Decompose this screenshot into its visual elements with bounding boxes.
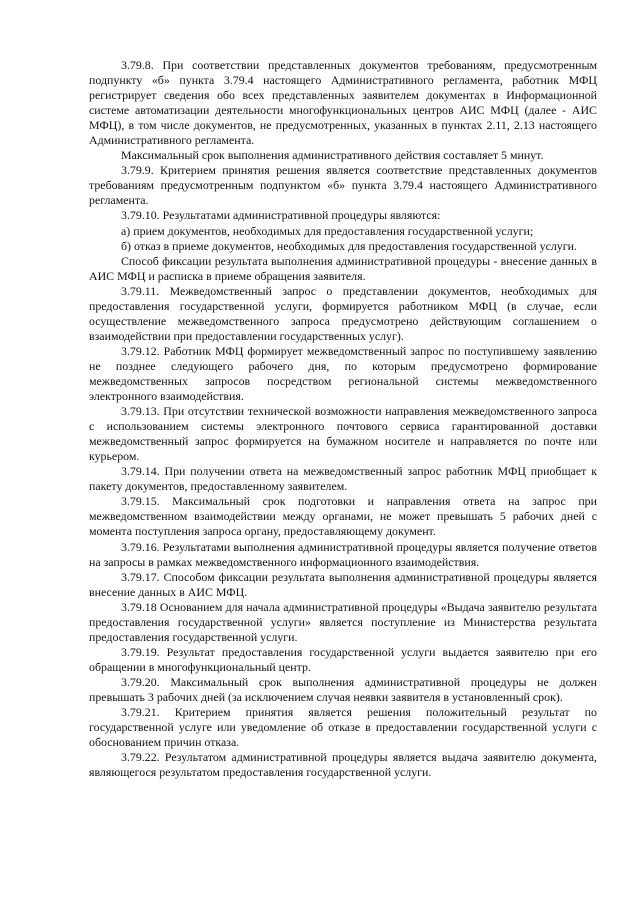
paragraph-3-79-14: 3.79.14. При получении ответа на межведомственный запрос работник МФЦ приобщает к пакету документов, предоставленному заявителем. [89, 464, 597, 494]
paragraph-3-79-11: 3.79.11. Межведомственный запрос о представлении документов, необходимых для предоставления государственной услуги, формируется работником МФЦ (в случае, если осуществление межведомственного запроса предусмотрено действующим соглашением о взаимодействии при предоставлении государственных услуг). [89, 283, 597, 343]
paragraph-3-79-19: 3.79.19. Результат предоставления государственной услуги выдается заявителю при его обращении в многофункциональный центр. [89, 644, 597, 674]
paragraph-3-79-9: 3.79.9. Критерием принятия решения является соответствие представленных документов требованиям предусмотренным подпунктом «б» пункта 3.79.4 настоящего Административного регламента. [89, 163, 597, 208]
paragraph-3-79-22: 3.79.22. Результатом административной процедуры является выдача заявителю документа, являющегося результатом предоставления государственной услуги. [89, 750, 597, 780]
list-item-a: а) прием документов, необходимых для предоставления государственной услуги; [121, 223, 534, 238]
paragraph-3-79-20: 3.79.20. Максимальный срок выполнения административной процедуры не должен превышать 3 рабочих дней (за исключением случая неявки заявителя в установленный срок). [89, 674, 597, 704]
list-item-b: б) отказ в приеме документов, необходимых для предоставления государственной услуги. [121, 238, 577, 253]
paragraph-3-79-16: 3.79.16. Результатами выполнения административной процедуры является получение ответов на запросы в рамках межведомственного информационного взаимодействия. [89, 539, 597, 569]
paragraph-3-79-15: 3.79.15. Максимальный срок подготовки и направления ответа на запрос при межведомственном взаимодействии между органами, не может превышать 5 рабочих дней с момента поступления запроса органу, предоставляющему документ. [89, 494, 597, 539]
paragraph-max-time: Максимальный срок выполнения административного действия составляет 5 минут. [121, 148, 544, 163]
paragraph-3-79-10: 3.79.10. Результатами административной процедуры являются: [121, 208, 441, 223]
document-page [89, 58, 597, 780]
paragraph-3-79-17: 3.79.17. Способом фиксации результата выполнения административной процедуры является внесение данных в АИС МФЦ. [89, 569, 597, 599]
paragraph-3-79-13: 3.79.13. При отсутствии технической возможности направления межведомственного запроса с использованием системы электронного почтового сервиса гарантированной доставки межведомственный запрос формируется на бумажном носителе и направляется по почте или курьером. [89, 404, 597, 464]
paragraph-3-79-18: 3.79.18 Основанием для начала административной процедуры «Выдача заявителю результата предоставления государственной услуги» является поступление из Министерства результата предоставления государственной услуги. [89, 599, 597, 644]
paragraph-3-79-8: 3.79.8. При соответствии представленных документов требованиям, предусмотренным подпункту «б» пункта 3.79.4 настоящего Административного регламента, работник МФЦ регистрирует сведения обо всех представленных заявителем документах в Информационной системе автоматизации деятельности многофункциональных центров АИС МФЦ (далее - АИС МФЦ), в том числе документов, не предусмотренных, указанных в пунктах 2.11, 2.13 настоящего Административного регламента. [89, 58, 597, 148]
paragraph-3-79-12: 3.79.12. Работник МФЦ формирует межведомственный запрос по поступившему заявлению не позднее следующего рабочего дня, по которым предусмотрено формирование межведомственных запросов посредством региональной системы межведомственного электронного взаимодействия. [89, 343, 597, 404]
paragraph-fixation-method: Способ фиксации результата выполнения административной процедуры - внесение данных в АИС МФЦ и расписка в приеме обращения заявителя. [89, 253, 597, 283]
paragraph-3-79-21: 3.79.21. Критерием принятия является решения положительный результат по государственной услуге или уведомление об отказе в предоставлении государственной услуги с обоснованием причин отказа. [89, 705, 597, 750]
